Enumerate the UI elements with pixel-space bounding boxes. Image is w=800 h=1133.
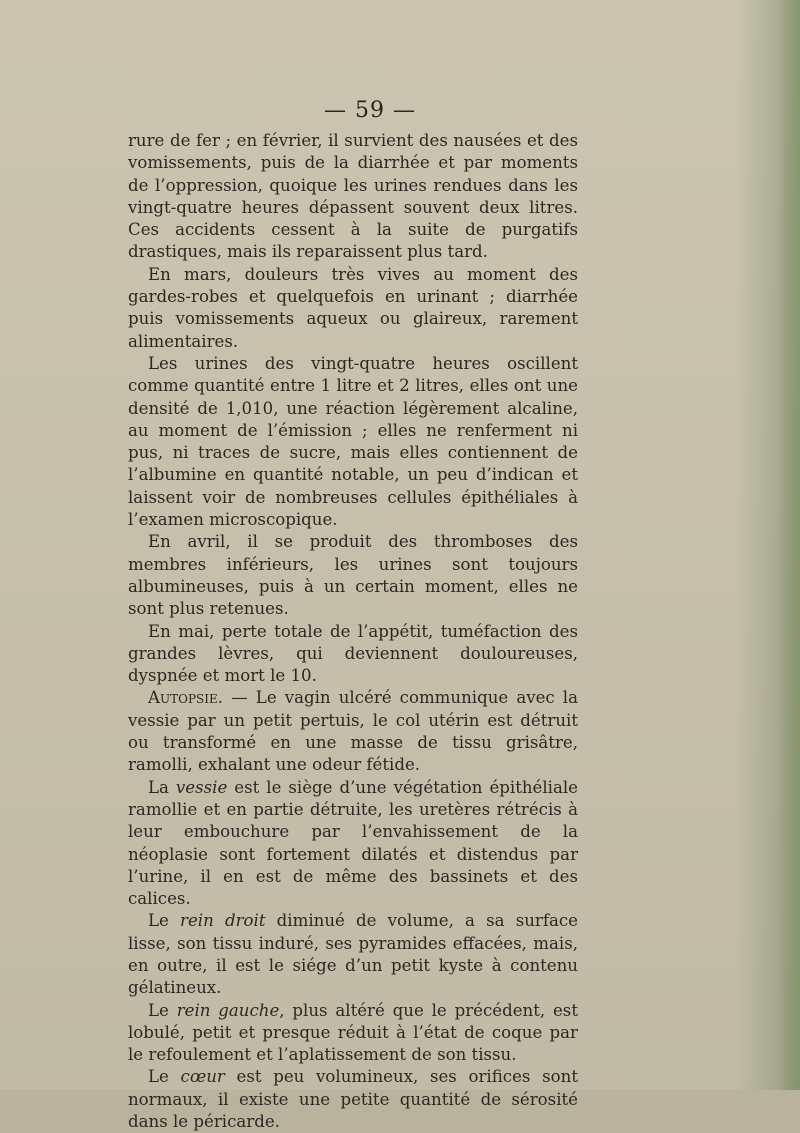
paragraph-text: Le: [148, 1000, 177, 1020]
page-edge-shadow: [778, 0, 800, 1090]
paragraph: [128, 1066, 578, 1133]
paragraph-text: , plus altéré que le précédent, est lobulé, petit et presque réduit à l’état de coque par le refoulement et l’aplatissement de son tissu.: [128, 1000, 578, 1065]
paragraph: [128, 777, 578, 911]
paragraph-text: est peu volumineux, ses orifices sont normaux, il existe une petite quantité de sérosité dans le péricarde.: [128, 1067, 578, 1132]
paragraph: [128, 353, 578, 531]
italic-term: cœur: [180, 1067, 225, 1087]
paragraph-text: rure de fer ; en février, il survient des nausées et des vomissements, puis de la diarrhée et par moments de l’oppression, quoique les urines rendues dans les vingt-quatre heures dépassent souvent deux litres. Ces accidents cessent à la suite de purgatifs drastiques, mais ils reparaissent plus tard.: [128, 131, 578, 262]
paragraph: [128, 910, 578, 999]
paragraph-text: Le: [148, 1067, 181, 1087]
paragraph: [128, 130, 578, 264]
section-heading: Autopsie.: [148, 688, 224, 708]
paragraph: [128, 264, 578, 353]
paragraph-text: Le: [148, 911, 181, 931]
paragraph-text: — Le vagin ulcéré communique avec la vessie par un petit pertuis, le col utérin est détruit ou transformé en une masse de tissu grisâtre, ramolli, exhalant une odeur fétide.: [128, 688, 578, 775]
paragraph-text: En avril, il se produit des thromboses des membres inférieurs, les urines sont toujours albumineuses, puis à un certain moment, elles ne sont plus retenues.: [128, 532, 578, 619]
paragraph: [128, 1000, 578, 1067]
paragraph-text: est le siège d’une végétation épithéliale ramollie et en partie détruite, les uretères rétrécis à leur embouchure par l’envahissement de la néoplasie sont fortement dilatés et distendus par l’urine, il en est de même des bassinets et des calices.: [128, 777, 579, 909]
paragraph-text: En mars, douleurs très vives au moment des gardes-robes et quelquefois en urinant ; diarrhée puis vomissements aqueux ou glaireux, rarement alimentaires.: [128, 264, 578, 351]
paragraph: [128, 621, 578, 688]
page-number: — 59 —: [324, 98, 416, 123]
paragraph: [128, 531, 578, 620]
italic-term: rein gauche: [176, 1000, 280, 1020]
italic-term: vessie: [175, 777, 228, 797]
italic-term: rein droit: [180, 911, 266, 931]
paragraph: [128, 687, 578, 776]
paragraph-text: La: [148, 777, 176, 797]
paragraph-text: En mai, perte totale de l’appétit, tuméfaction des grandes lèvres, qui deviennent douloureuses, dyspnée et mort le 10.: [128, 621, 578, 686]
body-text: [128, 130, 578, 1133]
paragraph-text: Les urines des vingt-quatre heures oscillent comme quantité entre 1 litre et 2 litres, elles ont une densité de 1,010, une réaction légèrement alcaline, au moment de l’émission ; elles ne renferment ni pus, ni traces de sucre, mais elles contiennent de l’albumine en quantité notable, un peu d’indican et laissent voir de nombreuses cellules épithéliales à l’examen microscopique.: [128, 353, 578, 530]
paragraph-text: diminué de volume, a sa surface lisse, son tissu induré, ses pyramides effacées, mais, en outre, il est le siége d’un petit kyste à contenu gélatineux.: [128, 911, 579, 998]
